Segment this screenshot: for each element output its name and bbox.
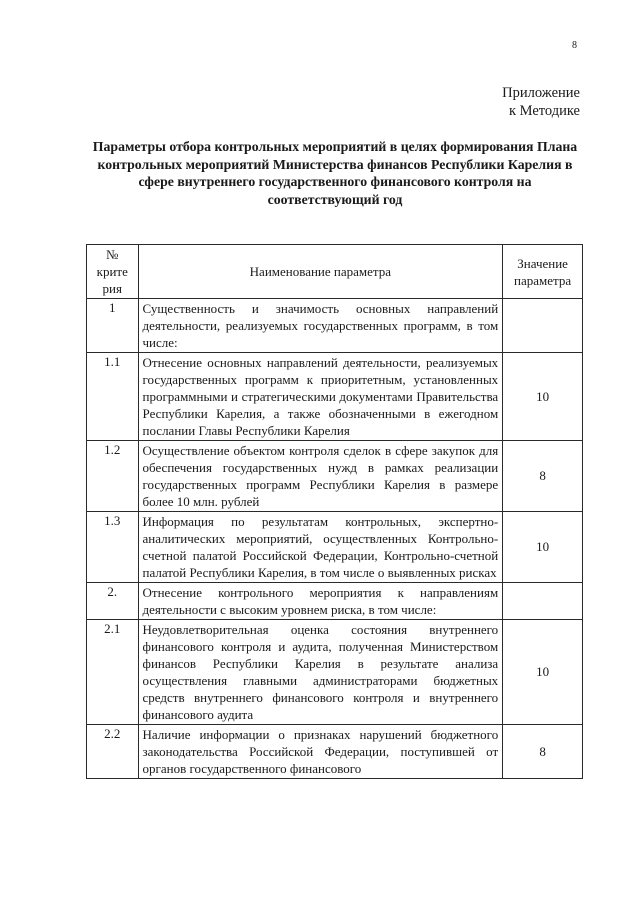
table-row: [87, 299, 583, 353]
appendix-note: [502, 84, 580, 120]
row-number: 2.2: [87, 725, 139, 779]
table-row: [87, 725, 583, 779]
row-number: 1: [87, 299, 139, 353]
row-name: Существенность и значимость основных направлений деятельности, реализуемых государственных программ, в том числе:: [138, 299, 503, 353]
header-value: Значение параметра: [503, 245, 583, 299]
row-value: 10: [503, 353, 583, 441]
table-row: [87, 583, 583, 620]
row-number: 1.1: [87, 353, 139, 441]
row-value: 8: [503, 725, 583, 779]
row-name: Отнесение основных направлений деятельности, реализуемых государственных программ к приоритетным, установленных программными и стратегическими документами Правительства Республики Карелия, а также обозначенными в ежегодном послании Главы Республики Карелия: [138, 353, 503, 441]
table-row: [87, 620, 583, 725]
header-name: Наименование параметра: [138, 245, 503, 299]
appendix-line-1: Приложение: [502, 85, 580, 101]
document-title: Параметры отбора контрольных мероприятий в целях формирования Плана контрольных мероприятий Министерства финансов Республики Карелия в сфере внутреннего государственного финансового контроля на соответствующий год: [92, 139, 578, 207]
row-value: 10: [503, 512, 583, 583]
row-name: Наличие информации о признаках нарушений бюджетного законодательства Российской Федерации, поступившей от органов государственного финансового: [138, 725, 503, 779]
row-number: 2.1: [87, 620, 139, 725]
row-number: 1.2: [87, 441, 139, 512]
row-name: Осуществление объектом контроля сделок в сфере закупок для обеспечения государственных нужд в рамках реализации государственных программ Республики Карелия в размере более 10 млн. рублей: [138, 441, 503, 512]
row-name: Информация по результатам контрольных, экспертно-аналитических мероприятий, осуществленных Контрольно-счетной палатой Российской Федерации, Контрольно-счетной палатой Республики Карелия, в том числе о выявленных рисках: [138, 512, 503, 583]
appendix-line-2: к Методике: [508, 103, 580, 119]
table-header-row: [87, 245, 583, 299]
row-number: 2.: [87, 583, 139, 620]
row-value: [503, 583, 583, 620]
row-number: 1.3: [87, 512, 139, 583]
row-value: 10: [503, 620, 583, 725]
row-name: Неудовлетворительная оценка состояния внутреннего финансового контроля и аудита, полученная Министерством финансов Республики Карелия в результате анализа осуществления главными администраторами бюджетных средств внутреннего финансового контроля и внутреннего финансового аудита: [138, 620, 503, 725]
page-number: 8: [572, 40, 577, 51]
table-row: [87, 353, 583, 441]
table-row: [87, 441, 583, 512]
table-row: [87, 512, 583, 583]
row-value: [503, 299, 583, 353]
header-number: № крите рия: [87, 245, 139, 299]
parameters-table: [86, 244, 583, 779]
row-value: 8: [503, 441, 583, 512]
row-name: Отнесение контрольного мероприятия к направлениям деятельности с высоким уровнем риска, в том числе:: [138, 583, 503, 620]
